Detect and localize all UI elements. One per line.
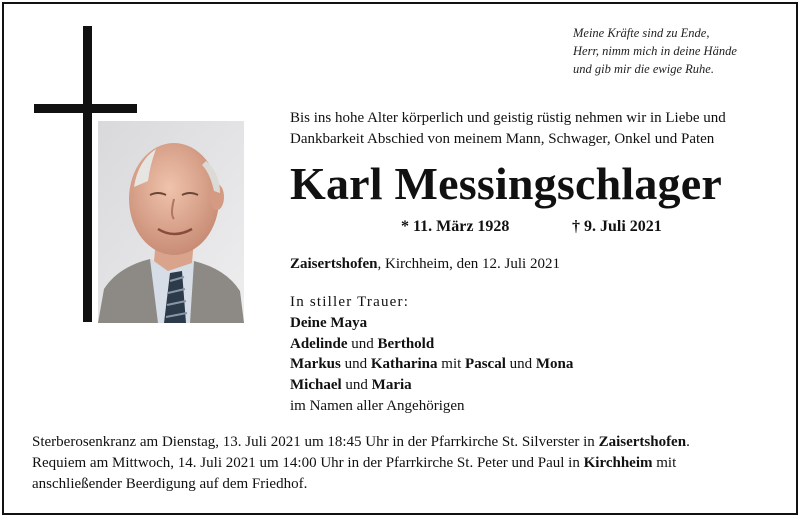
rosary-text: Sterberosenkranz am Dienstag, 13. Juli 2021 um 18:45 Uhr in der Pfarrkirche St. Silverster in xyxy=(32,434,599,450)
mourners-closing: im Namen aller Angehörigen xyxy=(290,397,465,414)
intro-line: Dankbarkeit Abschied von meinem Mann, Schwager, Onkel und Paten xyxy=(290,131,715,147)
intro-text xyxy=(290,108,790,150)
mourners-heading: In stiller Trauer: xyxy=(290,294,410,310)
mourner-name: Mona xyxy=(535,356,574,373)
mourner-name: Maria xyxy=(371,377,412,394)
verse-line: Herr, nimm mich in deine Hände xyxy=(573,44,737,58)
cross-icon-vertical-bar xyxy=(83,26,92,322)
place-rest: , Kirchheim, den 12. Juli 2021 xyxy=(377,256,560,272)
mourners-line xyxy=(290,375,573,396)
mourner-name: Michael xyxy=(290,377,342,394)
intro-line: Bis ins hohe Alter körperlich und geistig rüstig nehmen wir in Liebe und xyxy=(290,110,726,126)
mourner-name: Berthold xyxy=(377,335,435,352)
portrait-photo xyxy=(98,121,244,323)
connector: und xyxy=(347,335,378,352)
requiem-text: Requiem am Mittwoch, 14. Juli 2021 um 14:00 Uhr in der Pfarrkirche St. Peter und Paul in xyxy=(32,455,584,471)
cross-icon-horizontal-bar xyxy=(34,104,137,113)
obituary-card xyxy=(2,2,798,515)
place-and-date xyxy=(290,256,560,273)
connector: und xyxy=(341,377,372,394)
mourner-name: Adelinde xyxy=(290,335,348,352)
mourner-name: Katharina xyxy=(370,356,438,373)
mourner-name: Deine Maya xyxy=(290,314,368,331)
verse-line: Meine Kräfte sind zu Ende, xyxy=(573,26,710,40)
verse-line: und gib mir die ewige Ruhe. xyxy=(573,62,714,76)
rosary-end: . xyxy=(686,434,690,450)
service-notice xyxy=(32,432,792,495)
connector: mit xyxy=(437,356,466,373)
place-town: Zaisertshofen xyxy=(290,256,378,272)
mourner-name: Pascal xyxy=(465,356,506,373)
rosary-line xyxy=(32,432,792,453)
mourners-line xyxy=(290,354,573,375)
deceased-name: Karl Messingschlager xyxy=(290,158,722,209)
mourners-line xyxy=(290,313,573,334)
requiem-line xyxy=(32,453,792,474)
birth-date: * 11. März 1928 xyxy=(401,218,510,235)
verse-quote xyxy=(573,24,773,78)
requiem-place: Kirchheim xyxy=(583,455,653,471)
connector: und xyxy=(505,356,536,373)
rosary-place: Zaisertshofen xyxy=(598,434,687,450)
mourners-list xyxy=(290,292,573,417)
mourner-name: Markus xyxy=(290,356,341,373)
death-date: † 9. Juli 2021 xyxy=(572,218,662,235)
requiem-end: mit xyxy=(652,455,677,471)
connector: und xyxy=(340,356,371,373)
burial-line: anschließender Beerdigung auf dem Friedhof. xyxy=(32,476,308,492)
mourners-line xyxy=(290,334,573,355)
